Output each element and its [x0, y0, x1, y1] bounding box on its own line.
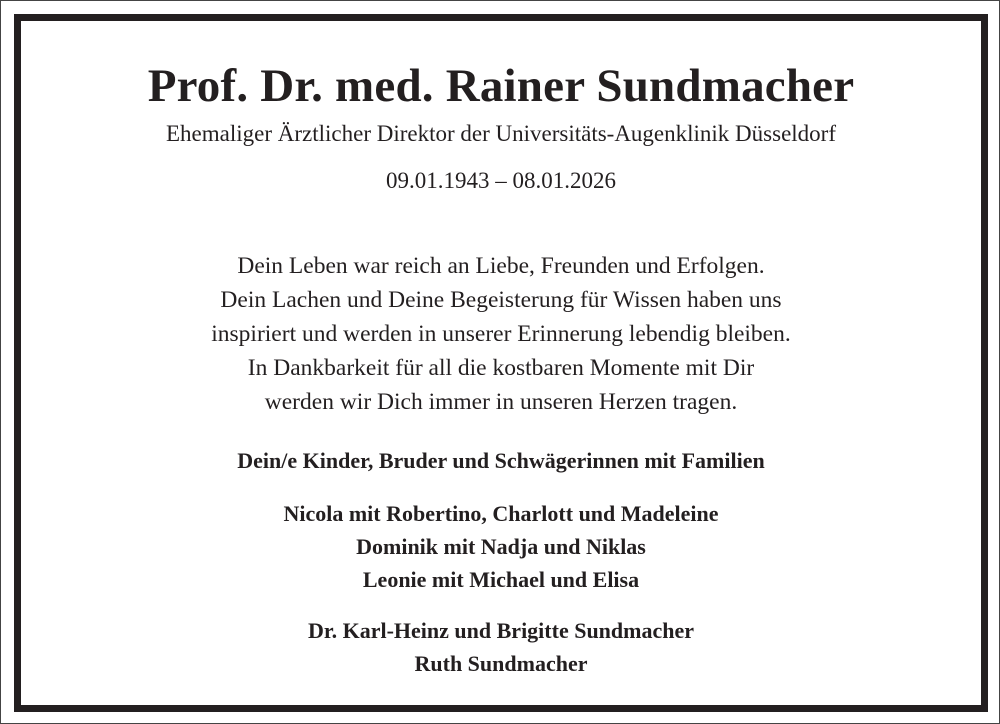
deceased-title: Ehemaliger Ärztlicher Direktor der Universitäts-Augenklinik Düsseldorf	[166, 121, 836, 146]
mourner-line: Dominik mit Nadja und Niklas	[356, 534, 646, 559]
mourner-line: Nicola mit Robertino, Charlott und Madeleine	[283, 501, 719, 526]
obituary-notice	[21, 21, 981, 705]
notice-frame	[14, 14, 988, 712]
memorial-text-line: Dein Lachen und Deine Begeisterung für Wissen haben uns	[220, 287, 782, 313]
memorial-text	[21, 249, 981, 419]
memorial-text-line: werden wir Dich immer in unseren Herzen tragen.	[264, 389, 738, 415]
family-heading: Dein/e Kinder, Bruder und Schwägerinnen mit Familien	[237, 448, 765, 473]
children-list	[21, 497, 981, 596]
memorial-text-line: In Dankbarkeit für all die kostbaren Momente mit Dir	[247, 355, 755, 381]
mourner-line: Ruth Sundmacher	[414, 651, 588, 676]
memorial-text-line: Dein Leben war reich an Liebe, Freunden und Erfolgen.	[237, 253, 765, 279]
memorial-text-line: inspiriert und werden in unserer Erinnerung lebendig bleiben.	[211, 321, 791, 347]
mourner-line: Dr. Karl-Heinz und Brigitte Sundmacher	[307, 618, 695, 643]
mourner-line: Leonie mit Michael und Elisa	[362, 567, 640, 592]
siblings-list	[21, 614, 981, 680]
deceased-name: Prof. Dr. med. Rainer Sundmacher	[147, 60, 855, 112]
life-dates: 09.01.1943 – 08.01.2026	[386, 168, 616, 193]
